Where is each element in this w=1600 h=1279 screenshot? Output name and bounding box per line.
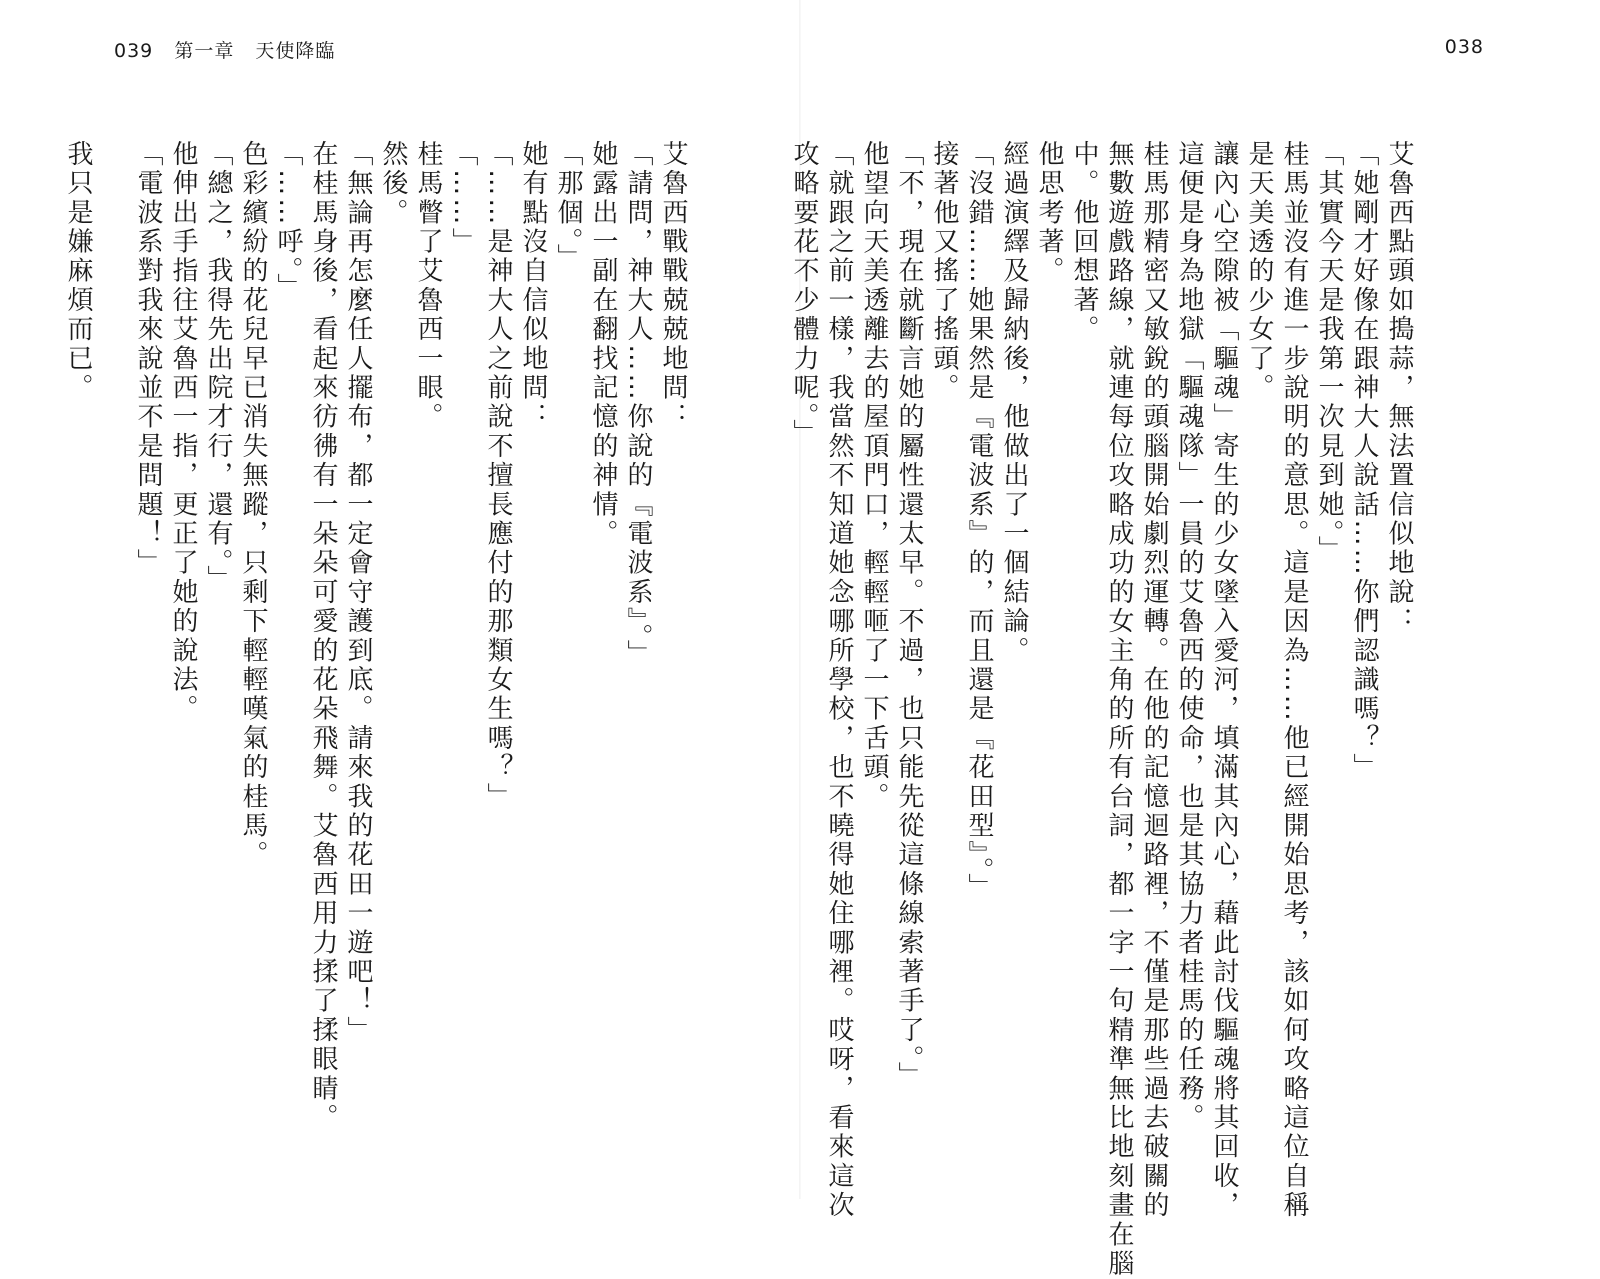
text-line: 桂馬並沒有進一步說明的意思。這是因為……他已經開始思考，該如何攻略這位自稱 — [1279, 140, 1309, 1221]
text-line: 她有點沒自信似地問： — [518, 140, 548, 432]
text-line: 「……是神大人之前說不擅長應付的那類女生嗎？」 — [483, 140, 513, 812]
chapter-label: 第一章 — [174, 40, 235, 62]
text-line: 讓內心空隙被「驅魂」寄生的少女墜入愛河，填滿其內心，藉此討伐驅魂將其回收， — [1209, 140, 1239, 1221]
text-line: 桂馬那精密又敏銳的頭腦開始劇烈運轉。在他的記憶迴路裡，不僅是那些過去破關的 — [1139, 140, 1169, 1221]
right-page-body — [789, 140, 1416, 1279]
text-line: 色彩繽紛的花兒早已消失無蹤，只剩下輕輕嘆氣的桂馬。 — [238, 140, 268, 870]
chapter-title: 天使降臨 — [255, 40, 336, 62]
blank-line — [95, 140, 130, 1140]
text-line: 桂馬瞥了艾魯西一眼。 — [413, 140, 443, 432]
text-line: 她露出一副在翻找記憶的神情。 — [588, 140, 618, 549]
text-line: 「她剛才好像在跟神大人說話……你們認識嗎？」 — [1349, 140, 1379, 783]
text-line: 接著他又搖了搖頭。 — [929, 140, 959, 403]
text-line: 無數遊戲路線，就連每位攻略成功的女主角的所有台詞，都一字一句精準無比地刻畫在腦 — [1104, 140, 1134, 1279]
left-page-body — [63, 140, 690, 1140]
text-line: 艾魯西點頭如搗蒜，無法置信似地說： — [1384, 140, 1414, 637]
text-line: 這便是身為地獄「驅魂隊」一員的艾魯西的使命，也是其協力者桂馬的任務。 — [1174, 140, 1204, 1133]
text-line: 艾魯西戰戰兢兢地問： — [658, 140, 688, 432]
text-line: 「那個。」 — [553, 140, 583, 273]
left-page-number: 039 — [114, 40, 154, 62]
text-line: 在桂馬身後，看起來彷彿有一朵朵可愛的花朵飛舞。艾魯西用力揉了揉眼睛。 — [308, 140, 338, 1133]
text-line: 「其實今天是我第一次見到她。」 — [1314, 140, 1344, 565]
text-line: 「總之，我得先出院才行，還有。」 — [203, 140, 233, 595]
right-page-header — [1445, 36, 1484, 58]
text-line: 他伸出手指往艾魯西一指，更正了她的說法。 — [168, 140, 198, 724]
text-line: 他望向天美透離去的屋頂門口，輕輕咂了一下舌頭。 — [859, 140, 889, 812]
text-line: 「不，現在就斷言她的屬性還太早。不過，也只能先從這條線索著手了。」 — [894, 140, 924, 1091]
right-page-number: 038 — [1444, 36, 1484, 58]
text-line: 中。他回想著。 — [1069, 140, 1099, 345]
text-line: 「就跟之前一樣，我當然不知道她念哪所學校，也不曉得她住哪裡。哎呀，看來這次 — [824, 140, 854, 1221]
left-page-header — [114, 36, 349, 63]
text-line: 是天美透的少女了。 — [1244, 140, 1274, 403]
text-line: 「請問，神大人……你說的『電波系』。」 — [623, 140, 653, 669]
text-line: 攻略要花不少體力呢。」 — [789, 140, 819, 449]
text-line: 然後。 — [378, 140, 408, 228]
text-line: 他思考著。 — [1034, 140, 1064, 286]
text-line: 「無論再怎麼任人擺布，都一定會守護到底。請來我的花田一遊吧！」 — [343, 140, 373, 1046]
text-line: 「……」 — [448, 140, 478, 257]
text-line: 「沒錯……她果然是『電波系』的，而且還是『花田型』。」 — [964, 140, 994, 903]
text-line: 我只是嫌麻煩而已。 — [63, 140, 93, 403]
text-line: 「電波系對我來說並不是問題！」 — [133, 140, 163, 578]
text-line: 經過演繹及歸納後，他做出了一個結論。 — [999, 140, 1029, 666]
text-line: 「……呼。」 — [273, 140, 303, 303]
